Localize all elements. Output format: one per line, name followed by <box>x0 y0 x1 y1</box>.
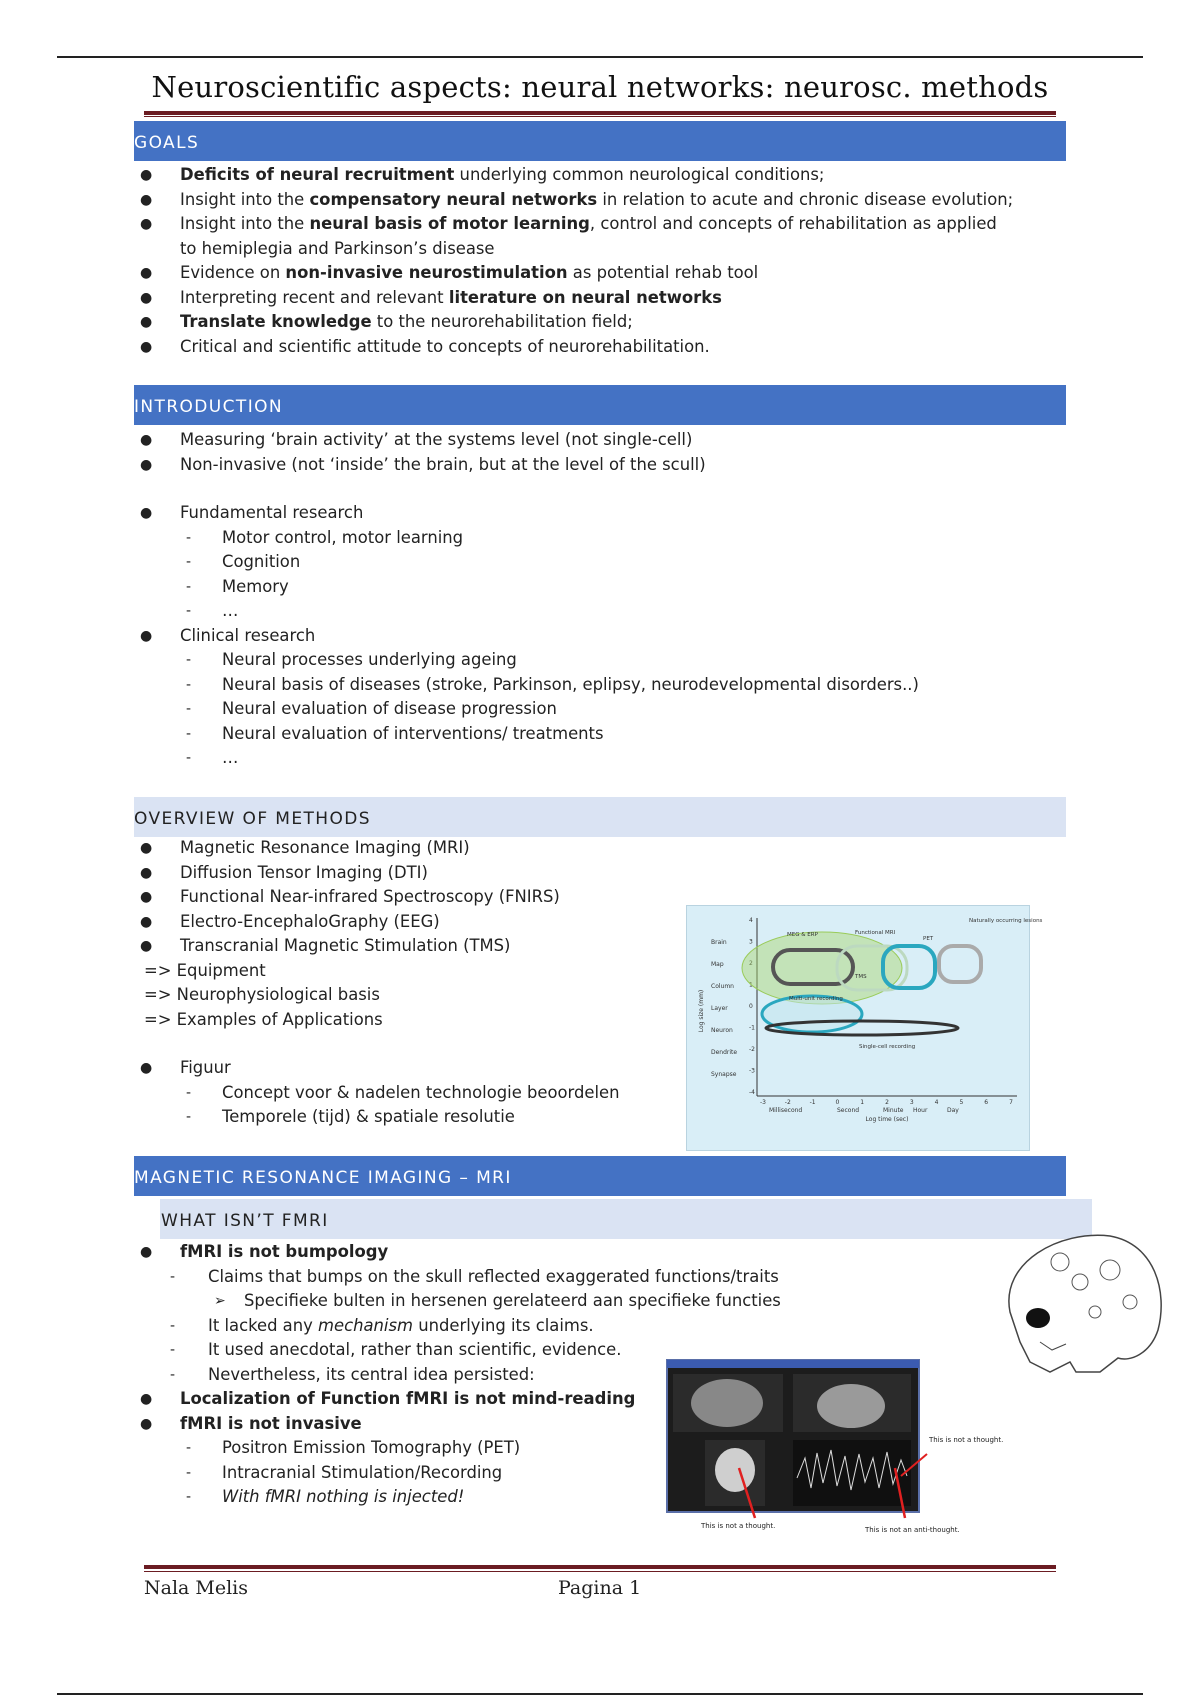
footer-rule <box>144 1565 1056 1572</box>
footer-page-number: Pagina 1 <box>558 1577 642 1599</box>
fmri-caption-left: This is not a thought. <box>701 1522 776 1530</box>
meg-erp-region <box>742 932 902 1004</box>
goals-heading: GOALS <box>134 121 1066 161</box>
page-bottom-rule <box>57 1693 1143 1695</box>
title-underline <box>144 111 1056 117</box>
list-item: - With fMRI nothing is injected! <box>186 1487 465 1506</box>
chart-x-tick: 2 <box>885 1099 889 1106</box>
skull-eye-socket <box>1026 1308 1050 1328</box>
list-item: - Neural evaluation of disease progression <box>186 699 557 718</box>
list-item: - Temporele (tijd) & spatiale resolutie <box>186 1107 515 1126</box>
fmri-caption-right: This is not an anti-thought. <box>865 1526 960 1534</box>
list-item: - … <box>186 601 239 620</box>
chart-x-tick: -2 <box>784 1099 791 1106</box>
list-item: - Memory <box>186 576 289 596</box>
chart-y-tick: 0 <box>749 1003 753 1010</box>
region-label-lesions: Naturally occurring lesions <box>969 918 1043 924</box>
methods-resolution-chart <box>687 906 1043 1152</box>
chart-y-tick: 1 <box>749 981 753 989</box>
list-item: ● Insight into the compensatory neural networks in relation to acute and chronic disease evolution; <box>140 189 1014 209</box>
chart-y-tick: -3 <box>749 1067 755 1075</box>
list-item: - Nevertheless, its central idea persisted: <box>170 1364 535 1384</box>
introduction-list <box>134 428 1034 771</box>
fmri-screenshot-figure <box>665 1358 1004 1534</box>
list-item: - Cognition <box>186 552 301 571</box>
list-item: ● Transcranial Magnetic Stimulation (TMS) <box>140 936 511 955</box>
list-item: - Neural basis of diseases (stroke, Parkinson, eplipsy, neurodevelopmental disorders..) <box>186 674 919 694</box>
list-item: ● Critical and scientific attitude to concepts of neurorehabilitation. <box>140 336 710 356</box>
list-item: - Motor control, motor learning <box>186 527 464 547</box>
list-item: ● Translate knowledge to the neurorehabilitation field; <box>140 312 633 331</box>
document-title: Neuroscientific aspects: neural networks: neurosc. methods <box>151 70 1049 104</box>
fmri-screenshot-image <box>665 1358 1004 1534</box>
chart-y-tick: -1 <box>749 1024 755 1032</box>
list-item: ● Localization of Function fMRI is not mind-reading <box>140 1389 636 1408</box>
chart-x-category: Hour <box>913 1107 928 1114</box>
chart-x-tick: 5 <box>959 1099 964 1106</box>
chart-x-tick: 6 <box>984 1099 989 1106</box>
list-item: ● Non-invasive (not ‘inside’ the brain, but at the level of the scull) <box>140 454 706 474</box>
chart-y-category: Layer <box>711 1005 728 1012</box>
list-item: => Neurophysiological basis <box>144 985 380 1004</box>
list-item: ● fMRI is not invasive <box>140 1413 362 1433</box>
mri-heading: MAGNETIC RESONANCE IMAGING – MRI <box>134 1156 1066 1196</box>
list-item: => Examples of Applications <box>144 1009 383 1029</box>
chart-y-category: Column <box>711 983 734 990</box>
chart-x-category: Day <box>947 1107 959 1114</box>
list-item: ● Evidence on non-invasive neurostimulation as potential rehab tool <box>140 263 759 282</box>
chart-x-tick: -1 <box>809 1099 816 1106</box>
region-label-meg: MEG & ERP <box>787 932 818 938</box>
list-item: - … <box>186 748 239 767</box>
chart-x-tick: 3 <box>909 1099 914 1106</box>
list-item: => Equipment <box>144 960 266 980</box>
list-item: - Neural evaluation of interventions/ treatments <box>186 723 604 743</box>
lesion-region <box>939 946 981 982</box>
list-item: ➢ Specifieke bulten in hersenen gerelateerd aan specifieke functies <box>214 1291 781 1310</box>
page-top-rule <box>57 56 1143 58</box>
list-item: - Claims that bumps on the skull reflected exaggerated functions/traits <box>170 1266 779 1286</box>
list-item: - Intracranial Stimulation/Recording <box>186 1462 503 1482</box>
list-item: ● Clinical research <box>140 625 316 645</box>
region-label-single-cell: Single-cell recording <box>859 1044 916 1050</box>
chart-x-axis-title: Log time (sec) <box>865 1116 909 1123</box>
list-item: ● Measuring ‘brain activity’ at the systems level (not single-cell) <box>140 430 693 449</box>
goals-list <box>134 163 1014 359</box>
list-item: ● Functional Near-infrared Spectroscopy (FNIRS) <box>140 887 560 906</box>
chart-y-axis-title: Log size (mm) <box>698 989 705 1033</box>
region-label-tms: TMS <box>855 974 867 980</box>
fmri-caption-side: This is not a thought. <box>929 1436 1004 1444</box>
region-label-fmri: Functional MRI <box>855 930 896 936</box>
list-item: ● Deficits of neural recruitment underlying common neurological conditions; <box>140 165 825 184</box>
list-item: ● Figuur <box>140 1058 231 1077</box>
list-item: - Neural processes underlying ageing <box>186 650 517 669</box>
introduction-heading: INTRODUCTION <box>134 385 1066 425</box>
skull-figure <box>980 1222 1170 1388</box>
chart-y-category: Neuron <box>711 1027 733 1034</box>
chart-x-tick: 0 <box>835 1099 840 1106</box>
list-item: ● Fundamental research <box>140 503 364 522</box>
chart-y-category: Brain <box>711 939 727 946</box>
list-item: - It used anecdotal, rather than scientific, evidence. <box>170 1340 622 1359</box>
chart-x-category: Minute <box>883 1107 904 1114</box>
chart-x-category: Second <box>837 1107 860 1114</box>
chart-y-category: Dendrite <box>711 1049 738 1056</box>
region-label-multi-unit: Multi-unit recording <box>789 996 843 1002</box>
chart-y-tick: -2 <box>749 1046 755 1053</box>
chart-x-tick: 7 <box>1009 1099 1013 1106</box>
skull-icon <box>980 1222 1170 1388</box>
overview-heading: OVERVIEW OF METHODS <box>134 797 1066 837</box>
footer-author: Nala Melis <box>144 1577 248 1599</box>
list-item: ● Insight into the neural basis of motor learning, control and concepts of rehabilitation as applied to hemiplegia and Parkinson’s disease <box>140 214 997 258</box>
chart-y-category: Synapse <box>711 1071 737 1078</box>
chart-y-tick: -4 <box>749 1089 755 1096</box>
what-isnt-fmri-subheading: WHAT ISN’T FMRI <box>160 1199 1092 1239</box>
region-label-pet: PET <box>923 936 934 942</box>
overview-list <box>134 836 674 1130</box>
chart-y-tick: 3 <box>749 938 753 946</box>
methods-resolution-figure <box>686 905 1043 1151</box>
list-item: - Concept voor & nadelen technologie beoordelen <box>186 1082 620 1102</box>
list-item: ● Magnetic Resonance Imaging (MRI) <box>140 838 470 857</box>
list-item: - It lacked any mechanism underlying its claims. <box>170 1315 594 1335</box>
list-item: ● Interpreting recent and relevant literature on neural networks <box>140 287 722 307</box>
list-item: - Positron Emission Tomography (PET) <box>186 1438 521 1457</box>
chart-y-category: Map <box>711 961 724 968</box>
list-item: ● Electro-EncephaloGraphy (EEG) <box>140 911 440 931</box>
chart-x-category: Millisecond <box>769 1107 803 1114</box>
chart-x-tick: 4 <box>934 1099 939 1106</box>
list-item: ● fMRI is not bumpology <box>140 1242 389 1261</box>
chart-y-tick: 2 <box>749 960 753 967</box>
chart-x-tick: 1 <box>860 1099 865 1106</box>
chart-x-tick: -3 <box>760 1099 766 1106</box>
chart-y-tick: 4 <box>749 917 753 924</box>
list-item: ● Diffusion Tensor Imaging (DTI) <box>140 862 428 882</box>
